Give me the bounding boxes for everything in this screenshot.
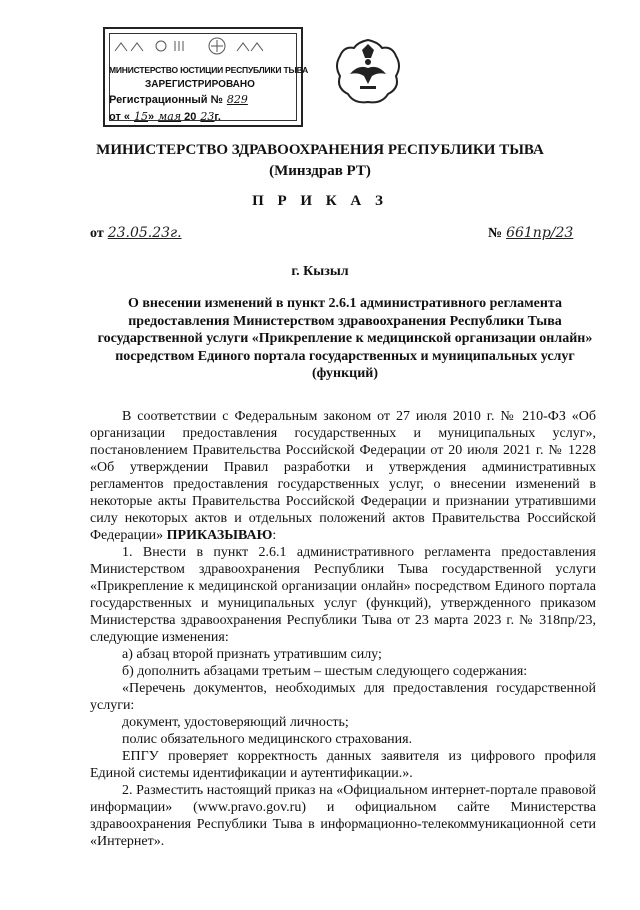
- stamp-date-prefix: от «: [109, 111, 131, 123]
- paragraph-2: 2. Разместить настоящий приказ на «Официальном интернет-портале правовой информации» (www.pravo.gov.ru) и официальном сайте Министерства здравоохранения Республики Тыва в информационно-телекоммуникационной сети «Интернет».: [90, 783, 596, 849]
- stamp-reg-number: 829: [226, 93, 248, 106]
- paragraph-b: б) дополнить абзацами третьим – шестым следующего содержания:: [122, 664, 528, 679]
- ministry-title: МИНИСТЕРСТВО ЗДРАВООХРАНЕНИЯ РЕСПУБЛИКИ ТЫВА: [96, 142, 544, 158]
- stamp-date-year: 23: [200, 110, 215, 123]
- stamp-reg-number-line: [109, 93, 248, 106]
- order-body: [90, 408, 596, 850]
- paragraph-a: а) абзац второй признать утратившим силу;: [122, 647, 382, 662]
- order-title: П Р И К А З: [252, 193, 388, 209]
- order-date: [90, 225, 182, 242]
- stamp-date-mid: »: [148, 111, 155, 123]
- stamp-ministry: МИНИСТЕРСТВО ЮСТИЦИИ РЕСПУБЛИКИ ТЫВА: [109, 65, 309, 75]
- stamp-date-day: 15: [134, 110, 149, 123]
- paragraph-doc-2: полис обязательного медицинского страхования.: [122, 732, 413, 747]
- order-subject: О внесении изменений в пункт 2.6.1 административного регламента предоставления Министерством здравоохранения Республики Тыва государственной услуги «Прикрепление к медицинской организации онлайн» посредством Единого портала государственных и муниципальных услуг (функций): [97, 296, 593, 381]
- paragraph-epgu: ЕПГУ проверяет корректность данных заявителя из цифрового профиля Единой системы идентификации и аутентификации.».: [90, 749, 596, 781]
- stamp-ornament: [113, 35, 263, 59]
- paragraph-list: «Перечень документов, необходимых для предоставления государственной услуги:: [90, 681, 596, 713]
- order-date-value: 23.05.23г.: [107, 225, 182, 241]
- preamble-text: В соответствии с Федеральным законом от 27 июля 2010 г. № 210-ФЗ «Об организации предоставления государственных и муниципальных услуг», постановлением Правительства Российской Федерации от 20 июля 2021 г. № 1228 «Об утверждении Правил разработки и утверждения административных регламентов предоставления государственных услуг, о внесении изменений в некоторые акты Правительства Российской Федерации и признании утратившими силу некоторых актов и отдельных положений актов Правительства Российской Федерации»: [90, 409, 596, 543]
- stamp-reg-date-line: [109, 110, 221, 123]
- order-word: ПРИКАЗЫВАЮ: [166, 528, 273, 543]
- city: г. Кызыл: [291, 264, 349, 279]
- order-number-value: 661пр/23: [506, 225, 574, 241]
- stamp-date-suffix: г.: [214, 111, 221, 123]
- registration-stamp: [103, 27, 309, 127]
- preamble-paragraph: [90, 408, 596, 544]
- stamp-registered: ЗАРЕГИСТРИРОВАНО: [145, 79, 255, 90]
- stamp-reg-label: Регистрационный №: [109, 94, 223, 106]
- stamp-date-year-prefix: 20: [184, 111, 197, 123]
- order-number: [488, 225, 573, 242]
- coat-of-arms-icon: [332, 36, 404, 108]
- order-date-label: от: [90, 226, 104, 241]
- order-number-label: №: [488, 226, 503, 241]
- paragraph-doc-1: документ, удостоверяющий личность;: [122, 715, 349, 730]
- stamp-date-month: мая: [158, 110, 182, 123]
- paragraph-1: 1. Внести в пункт 2.6.1 административного регламента предоставления Министерством здравоохранения Республики Тыва государственной услуги «Прикрепление к медицинской организации онлайн» посредством Единого портала государственных и муниципальных услуг (функций), утвержденного приказом Министерства здравоохранения Республики Тыва от 23 марта 2023 г. № 318пр/23, следующие изменения:: [90, 545, 596, 645]
- stamp-ornament-icon: [113, 35, 263, 57]
- ministry-short-name: (Минздрав РТ): [269, 163, 371, 179]
- order-colon: :: [272, 528, 277, 543]
